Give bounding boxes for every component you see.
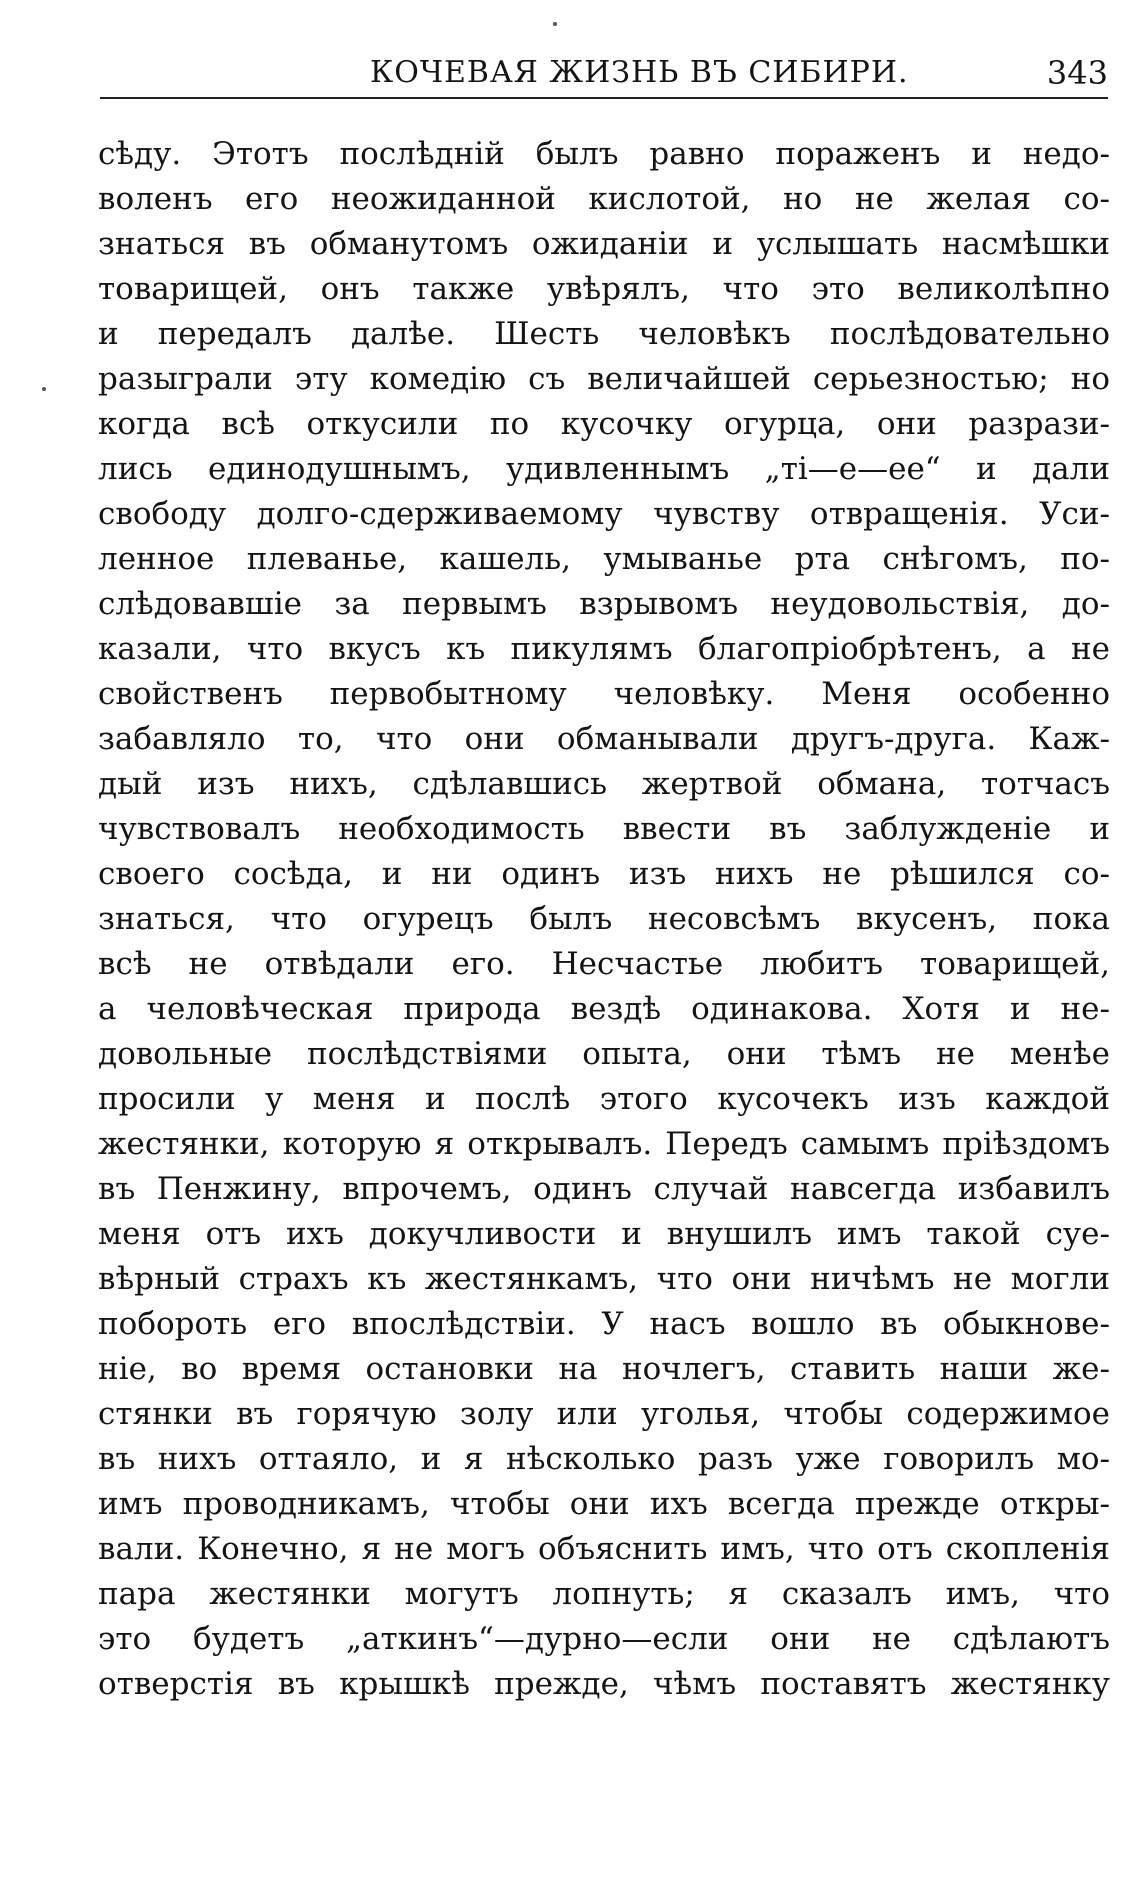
text-line: товарищей, онъ также увѣрялъ, что это великолѣпно (98, 271, 1110, 307)
text-line: имъ проводникамъ, чтобы они ихъ всегда прежде откры- (98, 1486, 1110, 1522)
text-line: свойственъ первобытному человѣку. Меня особенно (98, 676, 1110, 712)
text-line: въ Пенжину, впрочемъ, одинъ случай навсегда избавилъ (98, 1171, 1110, 1207)
text-line: разыграли эту комедію съ величайшей серьезностью; но (98, 361, 1110, 397)
text-line: знаться, что огурецъ былъ несовсѣмъ вкусенъ, пока (98, 901, 1110, 937)
text-line: вѣрный страхъ къ жестянкамъ, что они ничѣмъ не могли (98, 1261, 1110, 1297)
text-line: ленное плеванье, кашель, умыванье рта снѣгомъ, по- (98, 541, 1110, 577)
text-line: дый изъ нихъ, сдѣлавшись жертвой обмана, тотчасъ (98, 766, 1110, 802)
body-text (98, 132, 1110, 1707)
text-line: свободу долго-сдерживаемому чувству отвращенія. Уси- (98, 496, 1110, 532)
text-line: меня отъ ихъ докучливости и внушилъ имъ такой суе- (98, 1216, 1110, 1252)
text-line: а человѣческая природа вездѣ одинакова. Хотя и не- (98, 991, 1110, 1027)
header-rule (100, 97, 1108, 99)
text-line: просили у меня и послѣ этого кусочекъ изъ каждой (98, 1081, 1110, 1117)
text-line: ніе, во время остановки на ночлегъ, ставить наши же- (98, 1351, 1110, 1387)
text-line: воленъ его неожиданной кислотой, но не желая со- (98, 181, 1110, 217)
text-line: довольные послѣдствіями опыта, они тѣмъ не менѣе (98, 1036, 1110, 1072)
text-line: и передалъ далѣе. Шесть человѣкъ послѣдовательно (98, 316, 1110, 352)
text-line: когда всѣ откусили по кусочку огурца, они разрази- (98, 406, 1110, 442)
running-title: КОЧЕВАЯ ЖИЗНЬ ВЪ СИБИРИ. (370, 55, 909, 90)
text-line: это будетъ „аткинъ“—дурно—если они не сдѣлаютъ (98, 1621, 1110, 1657)
text-line: стянки въ горячую золу или уголья, чтобы содержимое (98, 1396, 1110, 1432)
text-line: лись единодушнымъ, удивленнымъ „ті—е—ее“ и дали (98, 451, 1110, 487)
text-line: вали. Конечно, я не могъ объяснить имъ, что отъ скопленія (98, 1531, 1110, 1567)
text-line: сѣду. Этотъ послѣдній былъ равно пораженъ и недо- (98, 136, 1110, 172)
text-line: слѣдовавшіе за первымъ взрывомъ неудовольствія, до- (98, 586, 1110, 622)
text-line: своего сосѣда, и ни одинъ изъ нихъ не рѣшился со- (98, 856, 1110, 892)
print-speck (42, 387, 46, 391)
running-head (100, 50, 1108, 96)
text-line: жестянки, которую я открывалъ. Передъ самымъ пріѣздомъ (98, 1126, 1110, 1162)
text-line: знаться въ обманутомъ ожиданіи и услышать насмѣшки (98, 226, 1110, 262)
page-number: 343 (1046, 54, 1108, 92)
print-speck (553, 22, 557, 26)
text-line: забавляло то, что они обманывали другъ-друга. Каж- (98, 721, 1110, 757)
text-line: всѣ не отвѣдали его. Несчастье любитъ товарищей, (98, 946, 1110, 982)
text-line: въ нихъ оттаяло, и я нѣсколько разъ уже говорилъ мо- (98, 1441, 1110, 1477)
text-line: пара жестянки могутъ лопнуть; я сказалъ имъ, что (98, 1576, 1110, 1612)
text-line: казали, что вкусъ къ пикулямъ благопріобрѣтенъ, а не (98, 631, 1110, 667)
text-line: отверстія въ крышкѣ прежде, чѣмъ поставятъ жестянку (98, 1666, 1110, 1702)
text-line: побороть его впослѣдствіи. У насъ вошло въ обыкнове- (98, 1306, 1110, 1342)
text-line: чувствовалъ необходимость ввести въ заблужденіе и (98, 811, 1110, 847)
